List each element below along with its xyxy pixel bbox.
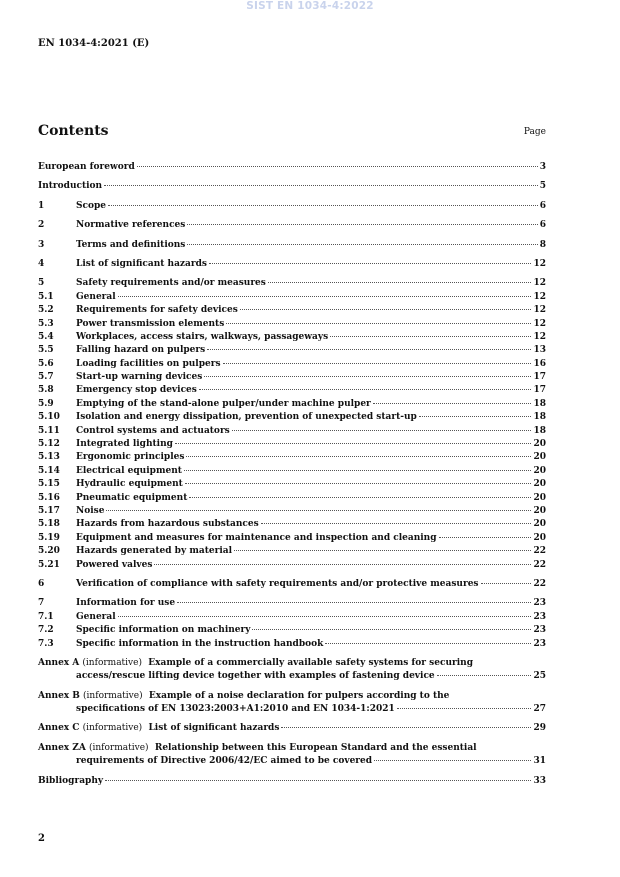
toc-entry[interactable]: 5.2 Requirements for safety devices 12: [38, 305, 546, 316]
toc-entry[interactable]: 5.9 Emptying of the stand-alone pulper/under machine pulper 18: [38, 398, 546, 409]
toc-entry-foreword[interactable]: European foreword 3: [38, 162, 546, 172]
toc-annex-c[interactable]: Annex C (informative) List of significant hazards 29: [38, 723, 546, 734]
toc-entry[interactable]: 7 Information for use 23: [38, 598, 546, 609]
toc-entry-introduction[interactable]: Introduction 5: [38, 181, 546, 192]
toc-annex-b[interactable]: Annex B (informative) Example of a noise declaration for pulpers according to the specifications of EN 13023:2003+A1:2010 and EN 1034-1:2021 27: [38, 690, 546, 715]
toc-entry[interactable]: 2 Normative references 6: [38, 220, 546, 231]
page-title: Contents: [38, 123, 109, 139]
toc-entry[interactable]: 5.6 Loading facilities on pulpers 16: [38, 358, 546, 369]
toc-annex-za[interactable]: Annex ZA (informative) Relationship between this European Standard and the essential requirements of Directive 2006/42/EC aimed to be covered 31: [38, 742, 546, 767]
page-number: 2: [38, 833, 45, 844]
toc-entry[interactable]: 5.4 Workplaces, access stairs, walkways, passageways 12: [38, 331, 546, 342]
table-of-contents: [38, 161, 546, 788]
watermark: SIST EN 1034-4:2022: [246, 0, 374, 12]
toc-entry[interactable]: 5.19 Equipment and measures for maintenance and inspection and cleaning 20: [38, 532, 546, 543]
toc-entry[interactable]: 5.8 Emergency stop devices 17: [38, 385, 546, 396]
toc-entry[interactable]: 5 Safety requirements and/or measures 12: [38, 278, 546, 289]
toc-entry[interactable]: 5.17 Noise 20: [38, 505, 546, 516]
toc-entry[interactable]: 5.3 Power transmission elements 12: [38, 318, 546, 329]
toc-entry-bibliography[interactable]: Bibliography 33: [38, 775, 546, 786]
document-id: EN 1034-4:2021 (E): [38, 38, 150, 49]
page-column-label: Page: [523, 127, 546, 137]
toc-entry[interactable]: 6 Verification of compliance with safety requirements and/or protective measures 22: [38, 578, 546, 589]
toc-entry[interactable]: 5.1 General 12: [38, 291, 546, 302]
toc-entry[interactable]: 5.20 Hazards generated by material 22: [38, 546, 546, 557]
toc-entry[interactable]: 5.7 Start-up warning devices 17: [38, 372, 546, 383]
toc-entry[interactable]: 5.5 Falling hazard on pulpers 13: [38, 345, 546, 356]
toc-entry[interactable]: 5.13 Ergonomic principles 20: [38, 452, 546, 463]
toc-annex-a[interactable]: Annex A (informative) Example of a commercially available safety systems for securing access/rescue lifting device together with examples of fastening device 25: [38, 657, 546, 682]
toc-entry[interactable]: 5.12 Integrated lighting 20: [38, 439, 546, 450]
toc-entry[interactable]: 7.1 General 23: [38, 611, 546, 622]
toc-entry[interactable]: 5.10 Isolation and energy dissipation, prevention of unexpected start-up 18: [38, 412, 546, 423]
toc-entry[interactable]: 4 List of significant hazards 12: [38, 258, 546, 269]
toc-entry[interactable]: 5.15 Hydraulic equipment 20: [38, 479, 546, 490]
toc-entry[interactable]: 5.18 Hazards from hazardous substances 20: [38, 519, 546, 530]
toc-entry[interactable]: 5.11 Control systems and actuators 18: [38, 425, 546, 436]
toc-entry[interactable]: 1 Scope 6: [38, 200, 546, 211]
toc-entry[interactable]: 5.16 Pneumatic equipment 20: [38, 492, 546, 503]
toc-entry[interactable]: 5.14 Electrical equipment 20: [38, 465, 546, 476]
toc-entry[interactable]: 7.2 Specific information on machinery 23: [38, 625, 546, 636]
toc-entry[interactable]: 3 Terms and definitions 8: [38, 239, 546, 250]
toc-entry[interactable]: 5.21 Powered valves 22: [38, 559, 546, 570]
toc-entry[interactable]: 7.3 Specific information in the instruction handbook 23: [38, 638, 546, 649]
